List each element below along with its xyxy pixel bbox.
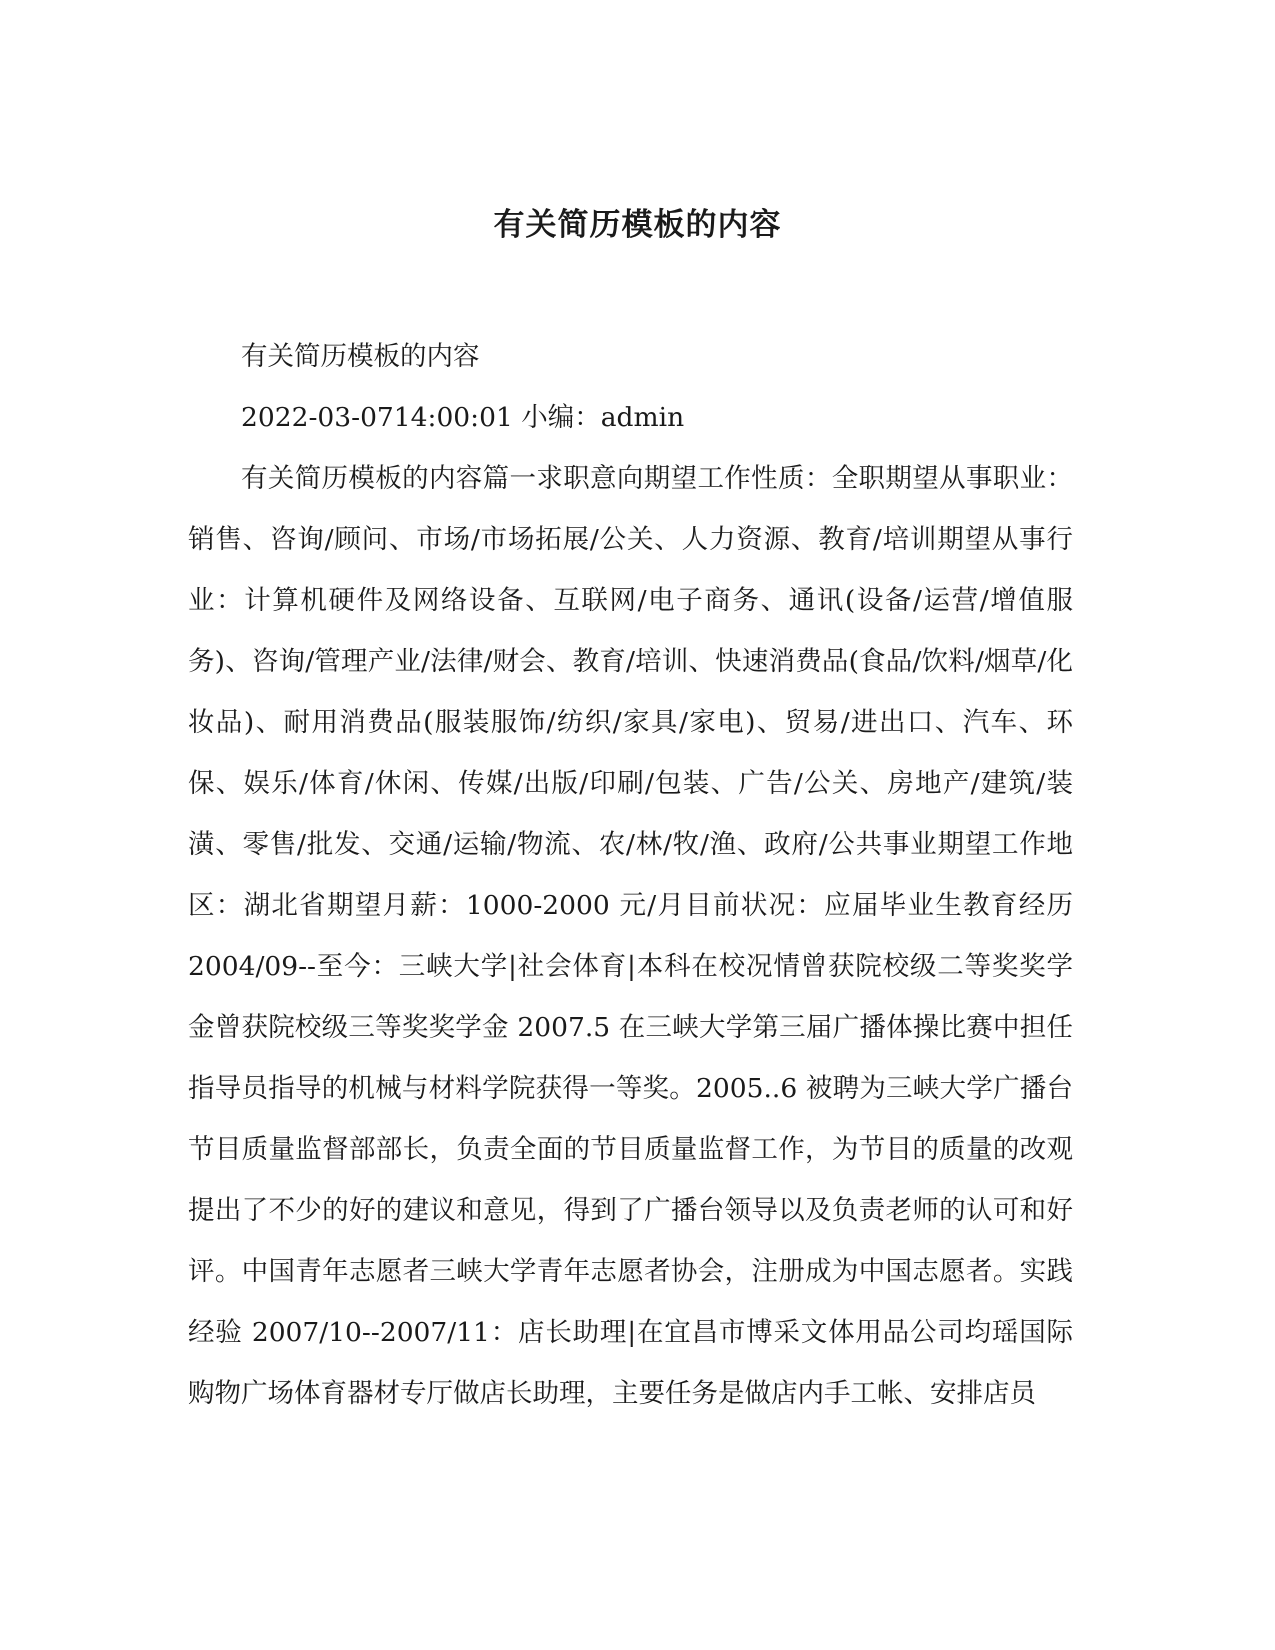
publish-meta: 2022-03-0714:00:01 小编：admin xyxy=(241,402,685,433)
document-body xyxy=(188,326,1073,1424)
body-paragraph: 有关简历模板的内容篇一求职意向期望工作性质：全职期望从事职业：销售、咨询/顾问、市场/市场拓展/公关、人力资源、教育/培训期望从事行业：计算机硬件及网络设备、互联网/电子商务、通讯(设备/运营/增值服务)、咨询/管理产业/法律/财会、教育/培训、快速消费品(食品/饮料/烟草/化妆品)、耐用消费品(服装服饰/纺织/家具/家电)、贸易/进出口、汽车、环保、娱乐/体育/休闲、传媒/出版/印刷/包装、广告/公关、房地产/建筑/装潢、零售/批发、交通/运输/物流、农/林/牧/渔、政府/公共事业期望工作地区：湖北省期望月薪：1000-2000 元/月目前状况：应届毕业生教育经历 2004/09--至今：三峡大学|社会体育|本科在校况情曾获院校级二等奖奖学金曾获院校级三等奖奖学金 2007.5 在三峡大学第三届广播体操比赛中担任指导员指导的机械与材料学院获得一等奖。2005..6 被聘为三峡大学广播台节目质量监督部部长，负责全面的节目质量监督工作，为节目的质量的改观提出了不少的好的建议和意见，得到了广播台领导以及负责老师的认可和好评。中国青年志愿者三峡大学青年志愿者协会，注册成为中国志愿者。实践经验 2007/10--2007/11：店长助理|在宜昌市博采文体用品公司均瑶国际购物广场体育器材专厅做店长助理，主要任务是做店内手工帐、安排店员 xyxy=(188,463,1073,1409)
body-heading: 有关简历模板的内容 xyxy=(241,341,480,372)
document-title: 有关简历模板的内容 xyxy=(493,207,782,243)
